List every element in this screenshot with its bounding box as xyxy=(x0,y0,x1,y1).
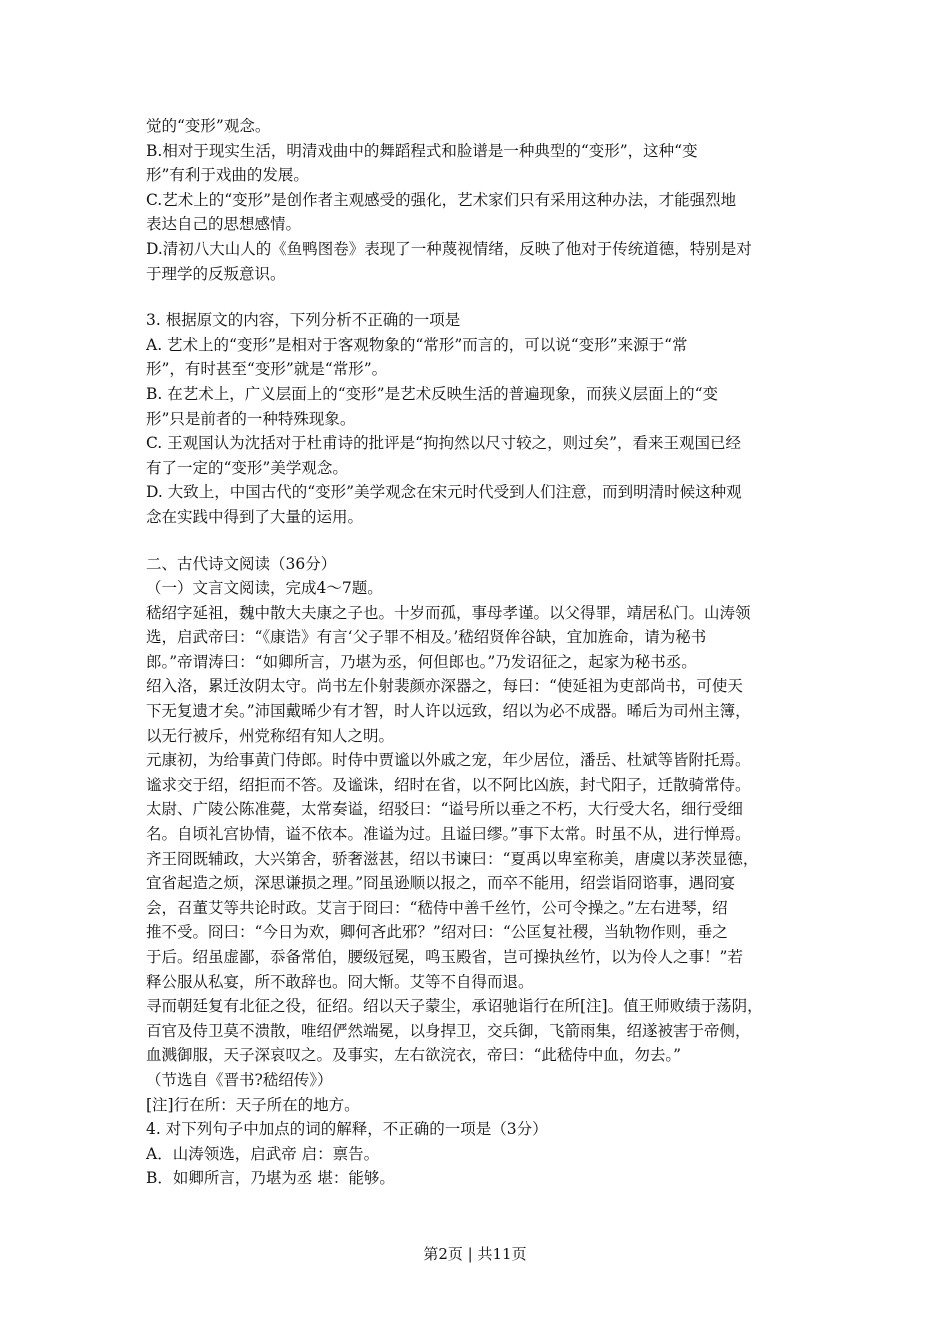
text-line: 于后。绍虽虚鄙，忝备常伯，腰级冠冕，鸣玉殿省，岂可操执丝竹，以为伶人之事！”若 xyxy=(146,948,743,966)
text-line: 表达自己的思想感情。 xyxy=(146,215,302,234)
text-line: D.清初八大山人的《鱼鸭图卷》表现了一种蔑视情绪，反映了他对于传统道德，特别是对 xyxy=(146,239,752,258)
page-footer: 第2页 | 共11页 xyxy=(423,1245,527,1263)
text-line: 太尉、广陵公陈准薨，太常奏谥，绍驳曰：“谥号所以垂之不朽，大行受大名，细行受细 xyxy=(146,800,743,819)
text-line: C.艺术上的“变形”是创作者主观感受的强化，艺术家们只有采用这种办法，才能强烈地 xyxy=(146,190,737,209)
text-line: 以无行被斥，州党称绍有知人之明。 xyxy=(146,726,395,745)
text-line: 形”只是前者的一种特殊现象。 xyxy=(146,409,356,428)
text-line: 选，启武帝曰：“《康诰》有言‘父子罪不相及。’嵇绍贤侔谷缺，宜加旌命，请为秘书 xyxy=(146,628,707,647)
text-line: A. 艺术上的“变形”是相对于客观物象的“常形”而言的，可以说“变形”来源于“常 xyxy=(146,335,688,354)
text-line: 元康初，为给事黄门侍郎。时侍中贾谧以外戚之宠，年少居位，潘岳、杜斌等皆附托焉。 xyxy=(146,751,751,770)
text-line: A．山涛领选，启武帝 启：禀告。 xyxy=(146,1144,380,1163)
text-line: 会，召董艾等共论时政。艾言于冏曰：“嵇侍中善千丝竹，公可令操之。”左右进琴，绍 xyxy=(146,898,728,917)
text-line: 郎。”帝谓涛曰：“如卿所言，乃堪为丞，何但郎也。”乃发诏征之，起家为秘书丞。 xyxy=(146,652,697,671)
text-line: 觉的“变形”观念。 xyxy=(146,117,271,135)
text-line: 百官及侍卫莫不溃散，唯绍俨然端冕，以身捍卫，交兵御，飞箭雨集，绍遂被害于帝侧， xyxy=(146,1021,751,1040)
text-line: 形”有利于戏曲的发展。 xyxy=(146,166,309,185)
text-line: 宜省起造之烦，深思谦损之理。”冏虽逊顺以报之，而卒不能用，绍尝诣冏谘事，遇冏宴 xyxy=(146,874,736,893)
text-line: 寻而朝廷复有北征之役，征绍。绍以天子蒙尘，承诏驰诣行在所[注]。值王师败绩于荡阴， xyxy=(146,997,763,1016)
text-line: 释公服从私宴，所不敢辞也。冏大惭。艾等不自得而退。 xyxy=(146,972,534,991)
text-line: C. 王观国认为沈括对于杜甫诗的批评是“拘拘然以尺寸较之，则过矣”，看来王观国已经 xyxy=(146,434,742,453)
text-line: 下无复遗才矣。”沛国戴晞少有才智，时人许以远致，绍以为必不成器。晞后为司州主簿， xyxy=(146,702,751,721)
page-content xyxy=(146,114,811,1191)
text-line: B.相对于现实生活，明清戏曲中的舞蹈程式和脸谱是一种典型的“变形”，这种“变 xyxy=(146,141,698,160)
text-line: 形”，有时甚至“变形”就是“常形”。 xyxy=(146,360,388,379)
text-line: 齐王冏既辅政，大兴第舍，骄奢滋甚，绍以书谏曰：“夏禹以卑室称美，唐虞以茅茨显德， xyxy=(146,849,759,868)
text-line: 于理学的反叛意识。 xyxy=(146,264,286,283)
text-line: 推不受。冏曰：“今日为欢，卿何吝此邪？”绍对曰：“公匡复社稷，当轨物作则，垂之 xyxy=(146,923,728,942)
text-line: 4. 对下列句子中加点的词的解释，不正确的一项是（3分） xyxy=(146,1120,548,1139)
text-line: B．如卿所言，乃堪为丞 堪：能够。 xyxy=(146,1169,395,1188)
text-line: （节选自《晋书?嵇绍传》） xyxy=(146,1070,333,1089)
text-line: 谧求交于绍，绍拒而不答。及谧诛，绍时在省，以不阿比凶族，封弋阳子，迁散骑常侍。 xyxy=(146,775,751,794)
text-line: D. 大致上，中国古代的“变形”美学观念在宋元时代受到人们注意，而到明清时候这种观 xyxy=(146,483,742,502)
text-line: 二、古代诗文阅读（36分） xyxy=(146,554,337,573)
text-line: 3. 根据原文的内容，下列分析不正确的一项是 xyxy=(146,311,461,330)
blank-line xyxy=(146,530,811,552)
text-line: 念在实践中得到了大量的运用。 xyxy=(146,507,364,526)
text-line: 嵇绍字延祖，魏中散大夫康之子也。十岁而孤，事母孝谨。以父得罪，靖居私门。山涛领 xyxy=(146,603,751,622)
text-line: 有了一定的“变形”美学观念。 xyxy=(146,458,348,477)
text-line: [注]行在所：天子所在的地方。 xyxy=(146,1095,360,1114)
blank-line xyxy=(146,286,811,308)
text-line: B. 在艺术上，广义层面上的“变形”是艺术反映生活的普遍现象，而狭义层面上的“变 xyxy=(146,384,719,403)
text-line: （一）文言文阅读，完成4～7题。 xyxy=(146,579,383,598)
text-line: 名。自顷礼宫协情，谥不依本。准谥为过。且谥曰缪。”事下太常。时虽不从，进行惮焉。 xyxy=(146,825,751,844)
text-line: 血溅御服，天子深哀叹之。及事实，左右欲浣衣，帝曰：“此嵇侍中血，勿去。” xyxy=(146,1046,682,1065)
text-line: 绍入洛，累迁汝阴太守。尚书左仆射裴颜亦深器之，每曰：“使延祖为吏部尚书，可使天 xyxy=(146,677,743,696)
